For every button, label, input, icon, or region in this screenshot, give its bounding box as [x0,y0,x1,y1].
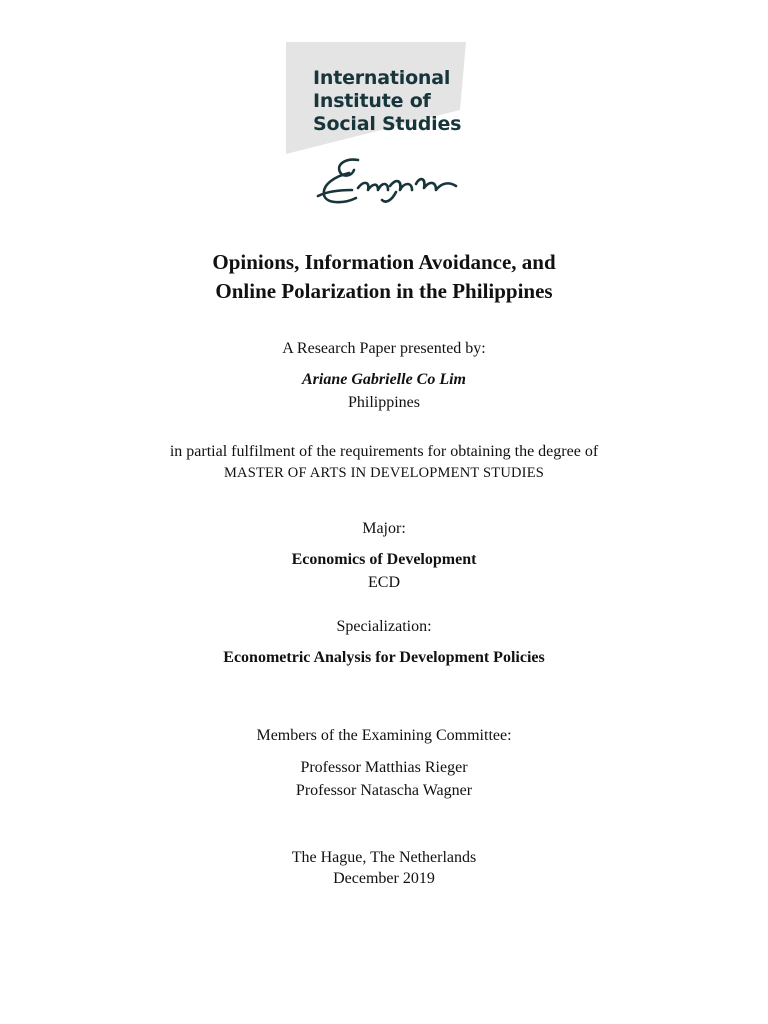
committee-member: Professor Natascha Wagner [295,782,473,799]
committee-member: Professor Matthias Rieger [300,759,468,776]
erasmus-signature-icon [318,160,456,203]
location-date: December 2019 [333,870,435,887]
logo-line: Social Studies [313,113,462,135]
degree-statement: in partial fulfilment of the requirements for obtaining the degree of [169,443,599,460]
logo-line: Institute of [313,90,431,112]
institute-logo [286,42,482,214]
major-label: Major: [362,520,406,537]
paper-title-line: Online Polarization in the Philippines [215,279,553,303]
paper-title-line: Opinions, Information Avoidance, and [212,250,556,274]
presented-by-label: A Research Paper presented by: [282,340,486,357]
degree-name: MASTER OF ARTS IN DEVELOPMENT STUDIES [223,465,545,481]
institute-name [313,67,461,136]
logo-line: International [313,67,451,89]
author-country: Philippines [347,394,420,411]
major-code: ECD [368,574,400,591]
author-name: Ariane Gabrielle Co Lim [302,371,466,388]
location-place: The Hague, The Netherlands [291,849,477,866]
committee-label: Members of the Examining Committee: [256,727,512,744]
specialization-label: Specialization: [336,618,432,635]
major-name: Economics of Development [291,551,477,568]
specialization-name: Econometric Analysis for Development Policies [223,649,545,666]
